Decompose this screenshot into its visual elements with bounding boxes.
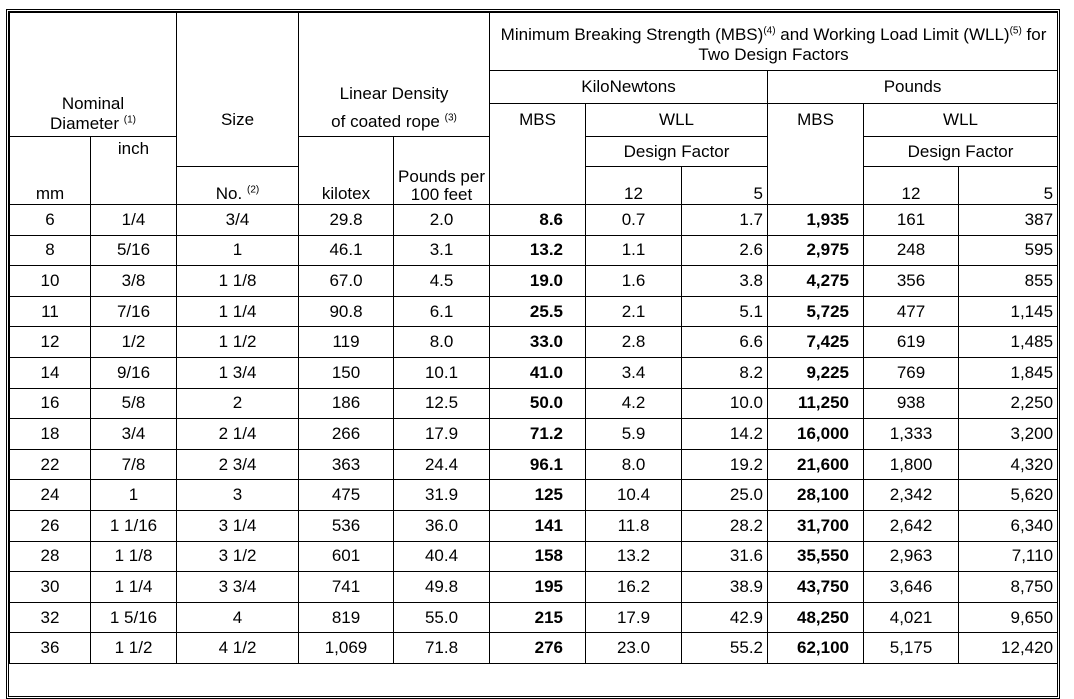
cell-mbs-lb: 31,700 <box>768 510 864 541</box>
wll-kn-header: WLL <box>586 104 768 137</box>
mbs-kn-header: MBS <box>490 104 586 205</box>
cell-kilotex: 536 <box>299 510 394 541</box>
cell-wll-kn-df5: 38.9 <box>682 572 768 603</box>
cell-mm: 10 <box>10 266 91 297</box>
linear-density-header <box>299 13 490 137</box>
cell-wll-kn-df12: 16.2 <box>586 572 682 603</box>
mbs-wll-title-start: Minimum Breaking Strength (MBS) <box>500 24 764 44</box>
cell-size: 3 3/4 <box>177 572 299 603</box>
cell-mm: 16 <box>10 388 91 419</box>
cell-pounds-per-100ft: 49.8 <box>394 572 490 603</box>
cell-mbs-lb: 21,600 <box>768 449 864 480</box>
cell-mbs-lb: 43,750 <box>768 572 864 603</box>
mbs-wll-title-end: for Two Design Factors <box>698 24 1047 64</box>
cell-pounds-per-100ft: 8.0 <box>394 327 490 358</box>
table-row <box>10 296 1058 327</box>
cell-wll-lb-df12: 248 <box>864 235 959 266</box>
cell-size: 3 1/4 <box>177 510 299 541</box>
nominal-label: Nominal <box>61 94 125 113</box>
pounds-header: Pounds <box>768 71 1058 104</box>
table-row <box>10 266 1058 297</box>
cell-wll-lb-df12: 3,646 <box>864 572 959 603</box>
cell-mbs-lb: 4,275 <box>768 266 864 297</box>
cell-wll-kn-df5: 2.6 <box>682 235 768 266</box>
cell-wll-lb-df12: 1,333 <box>864 419 959 450</box>
cell-wll-lb-df5: 7,110 <box>959 541 1058 572</box>
rope-strength-table <box>9 12 1058 664</box>
cell-mm: 22 <box>10 449 91 480</box>
cell-wll-kn-df5: 19.2 <box>682 449 768 480</box>
cell-kilotex: 1,069 <box>299 633 394 664</box>
cell-mbs-kn: 19.0 <box>490 266 586 297</box>
cell-mbs-kn: 276 <box>490 633 586 664</box>
table-row <box>10 572 1058 603</box>
design-factor-kn-header: Design Factor <box>586 137 768 167</box>
kilotex-header: kilotex <box>299 137 394 205</box>
cell-pounds-per-100ft: 55.0 <box>394 602 490 633</box>
cell-wll-lb-df5: 595 <box>959 235 1058 266</box>
df5-lb-header: 5 <box>959 167 1058 205</box>
cell-inch: 1 1/2 <box>91 633 177 664</box>
cell-mbs-kn: 41.0 <box>490 357 586 388</box>
table-row <box>10 541 1058 572</box>
cell-wll-kn-df5: 42.9 <box>682 602 768 633</box>
df5-kn-header: 5 <box>682 167 768 205</box>
cell-mbs-kn: 96.1 <box>490 449 586 480</box>
cell-wll-kn-df5: 55.2 <box>682 633 768 664</box>
cell-wll-lb-df5: 2,250 <box>959 388 1058 419</box>
cell-mbs-lb: 7,425 <box>768 327 864 358</box>
cell-wll-lb-df12: 356 <box>864 266 959 297</box>
cell-inch: 9/16 <box>91 357 177 388</box>
cell-inch: 3/4 <box>91 419 177 450</box>
cell-size: 2 1/4 <box>177 419 299 450</box>
cell-wll-kn-df5: 8.2 <box>682 357 768 388</box>
cell-wll-lb-df5: 6,340 <box>959 510 1058 541</box>
cell-wll-lb-df5: 12,420 <box>959 633 1058 664</box>
size-footnote: (2) <box>246 184 260 196</box>
cell-size: 3 1/2 <box>177 541 299 572</box>
mbs-footnote: (4) <box>763 24 776 36</box>
cell-inch: 5/8 <box>91 388 177 419</box>
cell-wll-kn-df12: 3.4 <box>586 357 682 388</box>
cell-kilotex: 90.8 <box>299 296 394 327</box>
coated-rope-label: of coated rope <box>331 112 440 131</box>
cell-wll-kn-df12: 13.2 <box>586 541 682 572</box>
cell-inch: 1 1/4 <box>91 572 177 603</box>
cell-mbs-kn: 125 <box>490 480 586 511</box>
cell-wll-kn-df5: 31.6 <box>682 541 768 572</box>
cell-pounds-per-100ft: 4.5 <box>394 266 490 297</box>
cell-mm: 32 <box>10 602 91 633</box>
cell-kilotex: 475 <box>299 480 394 511</box>
cell-kilotex: 67.0 <box>299 266 394 297</box>
table-row <box>10 357 1058 388</box>
cell-wll-lb-df12: 5,175 <box>864 633 959 664</box>
cell-mbs-lb: 62,100 <box>768 633 864 664</box>
table-row <box>10 235 1058 266</box>
cell-mm: 14 <box>10 357 91 388</box>
cell-wll-kn-df12: 17.9 <box>586 602 682 633</box>
cell-kilotex: 266 <box>299 419 394 450</box>
cell-wll-lb-df12: 1,800 <box>864 449 959 480</box>
cell-mm: 28 <box>10 541 91 572</box>
cell-mm: 12 <box>10 327 91 358</box>
cell-inch: 1 <box>91 480 177 511</box>
cell-mbs-kn: 13.2 <box>490 235 586 266</box>
cell-wll-lb-df5: 8,750 <box>959 572 1058 603</box>
cell-mbs-kn: 33.0 <box>490 327 586 358</box>
cell-wll-lb-df12: 938 <box>864 388 959 419</box>
cell-size: 1 1/4 <box>177 296 299 327</box>
cell-inch: 1/4 <box>91 205 177 236</box>
table-row <box>10 419 1058 450</box>
design-factor-lb-header: Design Factor <box>864 137 1058 167</box>
cell-mm: 6 <box>10 205 91 236</box>
cell-pounds-per-100ft: 6.1 <box>394 296 490 327</box>
cell-mbs-lb: 35,550 <box>768 541 864 572</box>
cell-pounds-per-100ft: 24.4 <box>394 449 490 480</box>
cell-wll-lb-df5: 9,650 <box>959 602 1058 633</box>
cell-mbs-kn: 141 <box>490 510 586 541</box>
cell-pounds-per-100ft: 40.4 <box>394 541 490 572</box>
mbs-lb-header: MBS <box>768 104 864 205</box>
cell-mbs-kn: 71.2 <box>490 419 586 450</box>
table-row <box>10 633 1058 664</box>
table-body <box>10 205 1058 664</box>
wll-footnote: (5) <box>1009 24 1022 36</box>
cell-size: 1 1/8 <box>177 266 299 297</box>
cell-inch: 7/8 <box>91 449 177 480</box>
cell-mbs-kn: 8.6 <box>490 205 586 236</box>
size-label: Size <box>220 110 255 129</box>
cell-wll-lb-df12: 2,342 <box>864 480 959 511</box>
cell-inch: 5/16 <box>91 235 177 266</box>
cell-size: 3/4 <box>177 205 299 236</box>
cell-kilotex: 363 <box>299 449 394 480</box>
cell-pounds-per-100ft: 2.0 <box>394 205 490 236</box>
nominal-diameter-header <box>10 13 177 137</box>
cell-pounds-per-100ft: 31.9 <box>394 480 490 511</box>
cell-mm: 30 <box>10 572 91 603</box>
cell-mbs-lb: 1,935 <box>768 205 864 236</box>
cell-kilotex: 119 <box>299 327 394 358</box>
cell-wll-kn-df5: 5.1 <box>682 296 768 327</box>
cell-kilotex: 29.8 <box>299 205 394 236</box>
cell-wll-kn-df5: 14.2 <box>682 419 768 450</box>
cell-mbs-kn: 50.0 <box>490 388 586 419</box>
cell-wll-lb-df5: 1,145 <box>959 296 1058 327</box>
cell-wll-kn-df12: 5.9 <box>586 419 682 450</box>
cell-wll-kn-df12: 2.1 <box>586 296 682 327</box>
cell-wll-kn-df5: 1.7 <box>682 205 768 236</box>
cell-inch: 1 5/16 <box>91 602 177 633</box>
cell-wll-kn-df5: 10.0 <box>682 388 768 419</box>
size-header <box>177 13 299 167</box>
mbs-wll-header <box>490 13 1058 71</box>
cell-wll-lb-df5: 1,485 <box>959 327 1058 358</box>
cell-size: 1 <box>177 235 299 266</box>
inch-header: inch <box>91 137 177 205</box>
cell-mbs-lb: 28,100 <box>768 480 864 511</box>
cell-pounds-per-100ft: 12.5 <box>394 388 490 419</box>
cell-wll-kn-df12: 1.6 <box>586 266 682 297</box>
cell-wll-kn-df12: 4.2 <box>586 388 682 419</box>
cell-wll-kn-df12: 1.1 <box>586 235 682 266</box>
cell-wll-kn-df5: 28.2 <box>682 510 768 541</box>
cell-kilotex: 741 <box>299 572 394 603</box>
size-no-label: No. <box>215 184 243 203</box>
cell-size: 4 1/2 <box>177 633 299 664</box>
cell-wll-kn-df12: 11.8 <box>586 510 682 541</box>
cell-inch: 1 1/16 <box>91 510 177 541</box>
mm-header: mm <box>10 137 91 205</box>
kilonewtons-header: KiloNewtons <box>490 71 768 104</box>
cell-wll-lb-df12: 161 <box>864 205 959 236</box>
table-row <box>10 205 1058 236</box>
size-no-header <box>177 167 299 205</box>
cell-size: 1 3/4 <box>177 357 299 388</box>
cell-mm: 24 <box>10 480 91 511</box>
cell-mbs-lb: 5,725 <box>768 296 864 327</box>
cell-wll-kn-df12: 10.4 <box>586 480 682 511</box>
cell-mbs-kn: 158 <box>490 541 586 572</box>
cell-wll-lb-df12: 2,963 <box>864 541 959 572</box>
cell-pounds-per-100ft: 71.8 <box>394 633 490 664</box>
table-row <box>10 388 1058 419</box>
cell-mbs-lb: 16,000 <box>768 419 864 450</box>
cell-wll-lb-df12: 619 <box>864 327 959 358</box>
cell-mm: 11 <box>10 296 91 327</box>
cell-wll-lb-df5: 387 <box>959 205 1058 236</box>
cell-pounds-per-100ft: 10.1 <box>394 357 490 388</box>
cell-inch: 3/8 <box>91 266 177 297</box>
cell-mbs-kn: 195 <box>490 572 586 603</box>
mbs-wll-title-mid: and Working Load Limit (WLL) <box>775 24 1010 44</box>
table-row <box>10 327 1058 358</box>
cell-pounds-per-100ft: 3.1 <box>394 235 490 266</box>
cell-wll-kn-df12: 0.7 <box>586 205 682 236</box>
cell-pounds-per-100ft: 36.0 <box>394 510 490 541</box>
cell-wll-kn-df12: 8.0 <box>586 449 682 480</box>
cell-wll-lb-df12: 477 <box>864 296 959 327</box>
cell-wll-lb-df5: 1,845 <box>959 357 1058 388</box>
cell-wll-lb-df5: 3,200 <box>959 419 1058 450</box>
cell-wll-lb-df12: 769 <box>864 357 959 388</box>
cell-size: 3 <box>177 480 299 511</box>
cell-mm: 18 <box>10 419 91 450</box>
cell-mm: 36 <box>10 633 91 664</box>
cell-pounds-per-100ft: 17.9 <box>394 419 490 450</box>
cell-wll-kn-df12: 23.0 <box>586 633 682 664</box>
table-row <box>10 449 1058 480</box>
cell-size: 4 <box>177 602 299 633</box>
cell-size: 2 3/4 <box>177 449 299 480</box>
cell-inch: 1/2 <box>91 327 177 358</box>
df12-kn-header: 12 <box>586 167 682 205</box>
cell-kilotex: 46.1 <box>299 235 394 266</box>
cell-mbs-lb: 48,250 <box>768 602 864 633</box>
table-row <box>10 480 1058 511</box>
cell-wll-kn-df5: 6.6 <box>682 327 768 358</box>
cell-mbs-kn: 25.5 <box>490 296 586 327</box>
cell-mbs-lb: 9,225 <box>768 357 864 388</box>
cell-wll-kn-df5: 3.8 <box>682 266 768 297</box>
cell-mbs-kn: 215 <box>490 602 586 633</box>
cell-kilotex: 601 <box>299 541 394 572</box>
cell-kilotex: 150 <box>299 357 394 388</box>
cell-wll-lb-df12: 2,642 <box>864 510 959 541</box>
cell-kilotex: 186 <box>299 388 394 419</box>
cell-wll-kn-df12: 2.8 <box>586 327 682 358</box>
diameter-footnote: (1) <box>123 114 136 126</box>
diameter-label: Diameter <box>50 114 119 133</box>
cell-mm: 26 <box>10 510 91 541</box>
cell-wll-kn-df5: 25.0 <box>682 480 768 511</box>
cell-mbs-lb: 11,250 <box>768 388 864 419</box>
coated-footnote: (3) <box>444 112 457 124</box>
cell-mbs-lb: 2,975 <box>768 235 864 266</box>
table-row <box>10 602 1058 633</box>
cell-size: 2 <box>177 388 299 419</box>
cell-size: 1 1/2 <box>177 327 299 358</box>
cell-wll-lb-df12: 4,021 <box>864 602 959 633</box>
cell-mm: 8 <box>10 235 91 266</box>
linear-density-label: Linear Density <box>339 84 449 103</box>
wll-lb-header: WLL <box>864 104 1058 137</box>
cell-wll-lb-df5: 855 <box>959 266 1058 297</box>
cell-wll-lb-df5: 4,320 <box>959 449 1058 480</box>
cell-inch: 1 1/8 <box>91 541 177 572</box>
cell-kilotex: 819 <box>299 602 394 633</box>
cell-wll-lb-df5: 5,620 <box>959 480 1058 511</box>
cell-inch: 7/16 <box>91 296 177 327</box>
pounds-per-100-header: Pounds per 100 feet <box>394 137 490 205</box>
df12-lb-header: 12 <box>864 167 959 205</box>
table-row <box>10 510 1058 541</box>
